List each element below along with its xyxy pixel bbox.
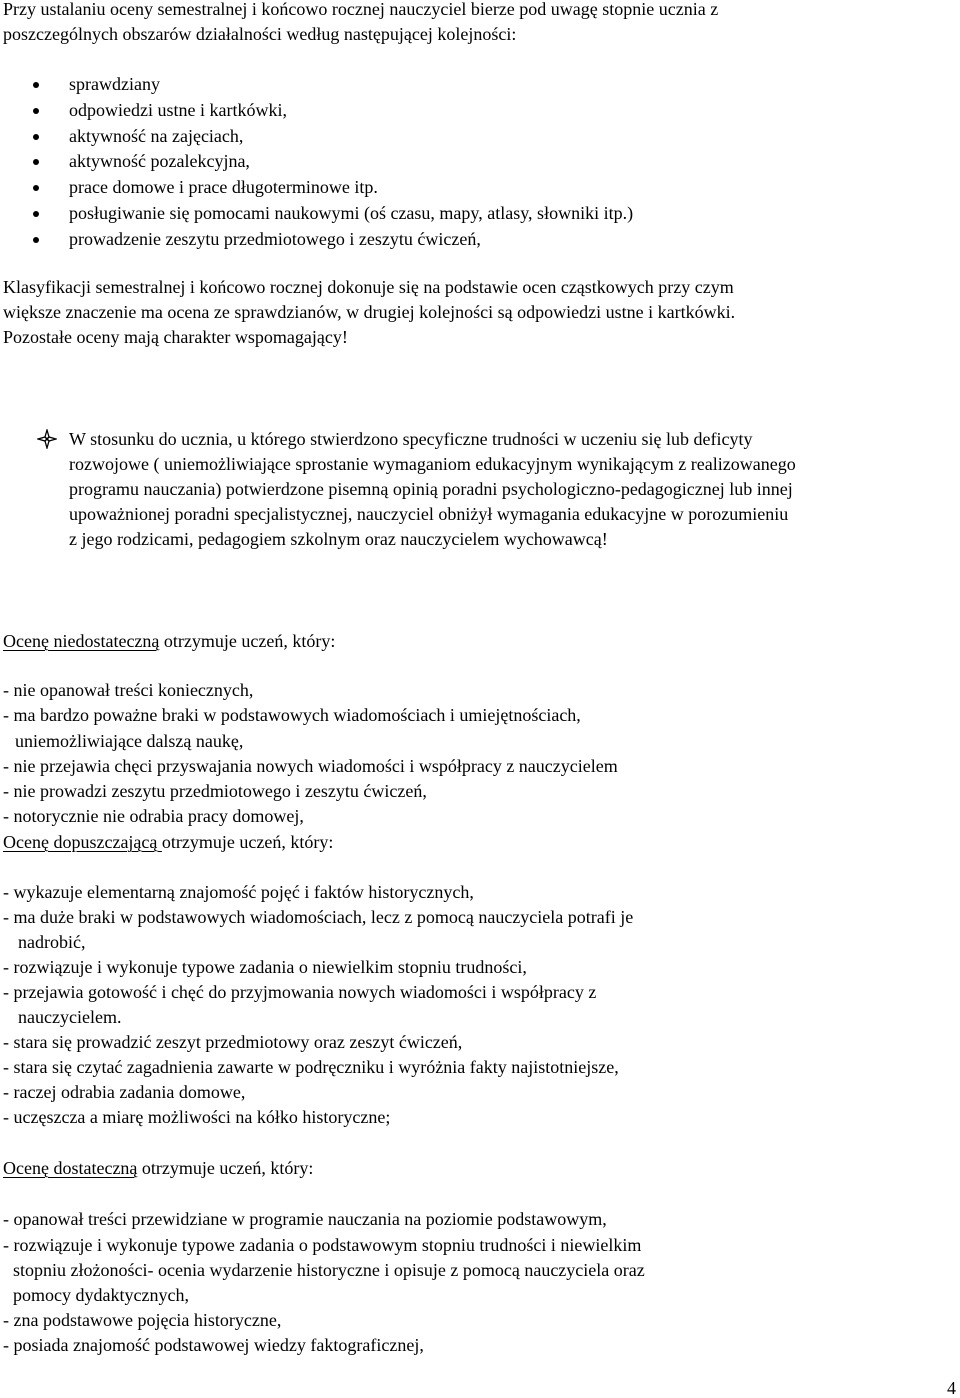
bullet-dot-icon bbox=[33, 185, 39, 191]
document-page: Przy ustalaniu oceny semestralnej i końcowo rocznej nauczyciel bierze pod uwagę stopnie ucznia z poszczególnych obszarów działalności według następującej kolejności: sprawdziany odpowiedzi ustne i kartkówki, aktywność na zajęciach, aktywność pozalekcyjna, prace domowe i prace długoterminowe itp. posługiwanie się pomocami naukowymi (oś czasu, mapy, atlasy, słowniki itp.) prowadzenie zeszytu przedmiotowego i zeszytu ćwiczeń, Klasyfikacji semestralnej i końcowo rocznej dokonuje się na podstawie ocen cząstkowych przy czym większe znaczenie ma ocena ze sprawdzianów, w drugiej kolejności są odpowiedzi ustne i kartkówki. Pozostałe oceny mają charakter wspomagający! W stosunku do ucznia, u którego stwierdzono specyficzne trudności w uczeniu się lub deficyty rozwojowe ( uniemożliwiające sprostanie wymaganiom edukacyjnym wynikającym z realizowanego programu nauczania) potwierdzone pisemną opinią poradni psychologiczno-pedagogicznej lub innej upoważnionej poradni specjalistycznej, nauczyciel obniżył wymagania edukacyjne w porozumieniu z jego rodzicami, pedagogiem szkolnym oraz nauczycielem wychowawcą! Ocenę niedostateczną otrzymuje uczeń, który: - nie opanował treści koniecznych, - ma bardzo poważne braki w podstawowych wiadomościach i umiejętnościach, uniemożliwiające dalszą naukę, - nie przejawia chęci przyswajania nowych wiadomości i współpracy z nauczycielem - nie prowadzi zeszytu przedmiotowego i zeszytu ćwiczeń, - notorycznie nie odrabia pracy domowej, Ocenę dopuszczającą otrzymuje uczeń, który: - wykazuje elementarną znajomość pojęć i faktów historycznych, - ma duże braki w podstawowych wiadomościach, lecz z pomocą nauczyciela potrafi je nadrobić, - rozwiązuje i wykonuje typowe zadania o niewielkim stopniu trudności, - przejawia gotowość i chęć do przyjmowania nowych wiadomości i współpracy z nauczycielem. - stara się prowadzić zeszyt przedmiotowy oraz zeszyt ćwiczeń, - stara się czytać zagadnienia zawarte w podręczniku i wyróżnia fakty najistotniejsze, - raczej odrabia zadania domowe, - uczęszcza a miarę możliwości na kółko historyczne; Ocenę dostateczną otrzymuje uczeń, który: - opanował treści przewidziane w programie nauczania na poziomie podstawowym, - rozwiązuje i wykonuje typowe zadania o podstawowym stopniu trudności i niewielkim stopniu złożoności- ocenia wydarzenie historyczne i opisuje z pomocą nauczyciela oraz pomocy dydaktycznych, - zna podstawowe pojęcia historyczne, - posiada znajomość podstawowej wiedzy faktograficznej, 4 bbox=[0, 0, 960, 1398]
grade-dst-title: Ocenę dostateczną bbox=[3, 1158, 138, 1178]
classification-line-1: Klasyfikacji semestralnej i końcowo rocznej dokonuje się na podstawie ocen cząstkowych przy czym bbox=[3, 277, 734, 297]
grade-dst-line: stopniu złożoności- ocenia wydarzenie historyczne i opisuje z pomocą nauczyciela oraz bbox=[13, 1260, 645, 1280]
grade-dop-line: - wykazuje elementarną znajomość pojęć i faktów historycznych, bbox=[3, 882, 474, 902]
grade-dop-title: Ocenę dopuszczającą bbox=[3, 832, 162, 852]
note-line-1: W stosunku do ucznia, u którego stwierdzono specyficzne trudności w uczeniu się lub deficyty bbox=[69, 429, 753, 449]
grade-ndst-line: uniemożliwiające dalszą naukę, bbox=[15, 731, 244, 751]
bullet-dot-icon bbox=[33, 237, 39, 243]
grade-ndst-line: - nie prowadzi zeszytu przedmiotowego i zeszytu ćwiczeń, bbox=[3, 781, 427, 801]
grade-dst-line: - opanował treści przewidziane w programie nauczania na poziomie podstawowym, bbox=[3, 1209, 607, 1229]
bullet-dot-icon bbox=[33, 211, 39, 217]
grade-dop-line: - uczęszcza a miarę możliwości na kółko historyczne; bbox=[3, 1107, 391, 1127]
grade-dst-line: - posiada znajomość podstawowej wiedzy faktograficznej, bbox=[3, 1335, 424, 1355]
grade-dop-line: - rozwiązuje i wykonuje typowe zadania o niewielkim stopniu trudności, bbox=[3, 957, 527, 977]
note-line-3: programu nauczania) potwierdzone pisemną opinią poradni psychologiczno-pedagogicznej lub innej bbox=[69, 479, 793, 499]
classification-line-2: większe znaczenie ma ocena ze sprawdzianów, w drugiej kolejności są odpowiedzi ustne i kartkówki. bbox=[3, 302, 736, 322]
grade-ndst-line: - nie opanował treści koniecznych, bbox=[3, 680, 254, 700]
grade-dop-line: nauczycielem. bbox=[18, 1007, 122, 1027]
grade-ndst-line: - ma bardzo poważne braki w podstawowych wiadomościach i umiejętnościach, bbox=[3, 705, 581, 725]
grade-dop-line: nadrobić, bbox=[18, 932, 86, 952]
grade-dop-line: - stara się czytać zagadnienia zawarte w podręczniku i wyróżnia fakty najistotniejsze, bbox=[3, 1057, 619, 1077]
grade-dop-line: - ma duże braki w podstawowych wiadomościach, lecz z pomocą nauczyciela potrafi je bbox=[3, 907, 634, 927]
grade-ndst-line: - nie przejawia chęci przyswajania nowych wiadomości i współpracy z nauczycielem bbox=[3, 756, 618, 776]
note-line-5: z jego rodzicami, pedagogiem szkolnym oraz nauczycielem wychowawcą! bbox=[69, 529, 608, 549]
grade-dop-heading: Ocenę dopuszczającą otrzymuje uczeń, który: bbox=[3, 832, 334, 852]
grade-ndst-heading: Ocenę niedostateczną otrzymuje uczeń, który: bbox=[3, 631, 336, 651]
note-line-4: upoważnionej poradni specjalistycznej, nauczyciel obniżył wymagania edukacyjne w porozumieniu bbox=[69, 504, 789, 524]
grade-dop-line: - stara się prowadzić zeszyt przedmiotowy oraz zeszyt ćwiczeń, bbox=[3, 1032, 463, 1052]
diamond-bullet-icon bbox=[37, 429, 57, 449]
bullet-dot-icon bbox=[33, 82, 39, 88]
grade-dst-line: - zna podstawowe pojęcia historyczne, bbox=[3, 1310, 282, 1330]
intro-line-1: Przy ustalaniu oceny semestralnej i końcowo rocznej nauczyciel bierze pod uwagę stopnie ucznia z bbox=[3, 0, 719, 19]
grade-dst-line: pomocy dydaktycznych, bbox=[13, 1285, 189, 1305]
grade-dop-line: - przejawia gotowość i chęć do przyjmowania nowych wiadomości i współpracy z bbox=[3, 982, 597, 1002]
bullet-dot-icon bbox=[33, 134, 39, 140]
grade-ndst-title: Ocenę niedostateczną bbox=[3, 631, 160, 651]
intro-line-2: poszczególnych obszarów działalności według następującej kolejności: bbox=[3, 24, 517, 44]
page-number: 4 bbox=[947, 1378, 956, 1398]
bullet-dot-icon bbox=[33, 159, 39, 165]
note-line-2: rozwojowe ( uniemożliwiające sprostanie wymaganiom edukacyjnym wynikającym z realizowanego bbox=[69, 454, 796, 474]
grade-ndst-line: - notorycznie nie odrabia pracy domowej, bbox=[3, 806, 304, 826]
grade-dop-line: - raczej odrabia zadania domowe, bbox=[3, 1082, 246, 1102]
classification-line-3: Pozostałe oceny mają charakter wspomagający! bbox=[3, 327, 348, 347]
grade-dst-heading: Ocenę dostateczną otrzymuje uczeń, który: bbox=[3, 1158, 314, 1178]
bullet-dot-icon bbox=[33, 108, 39, 114]
grade-dst-line: - rozwiązuje i wykonuje typowe zadania o podstawowym stopniu trudności i niewielkim bbox=[3, 1235, 642, 1255]
